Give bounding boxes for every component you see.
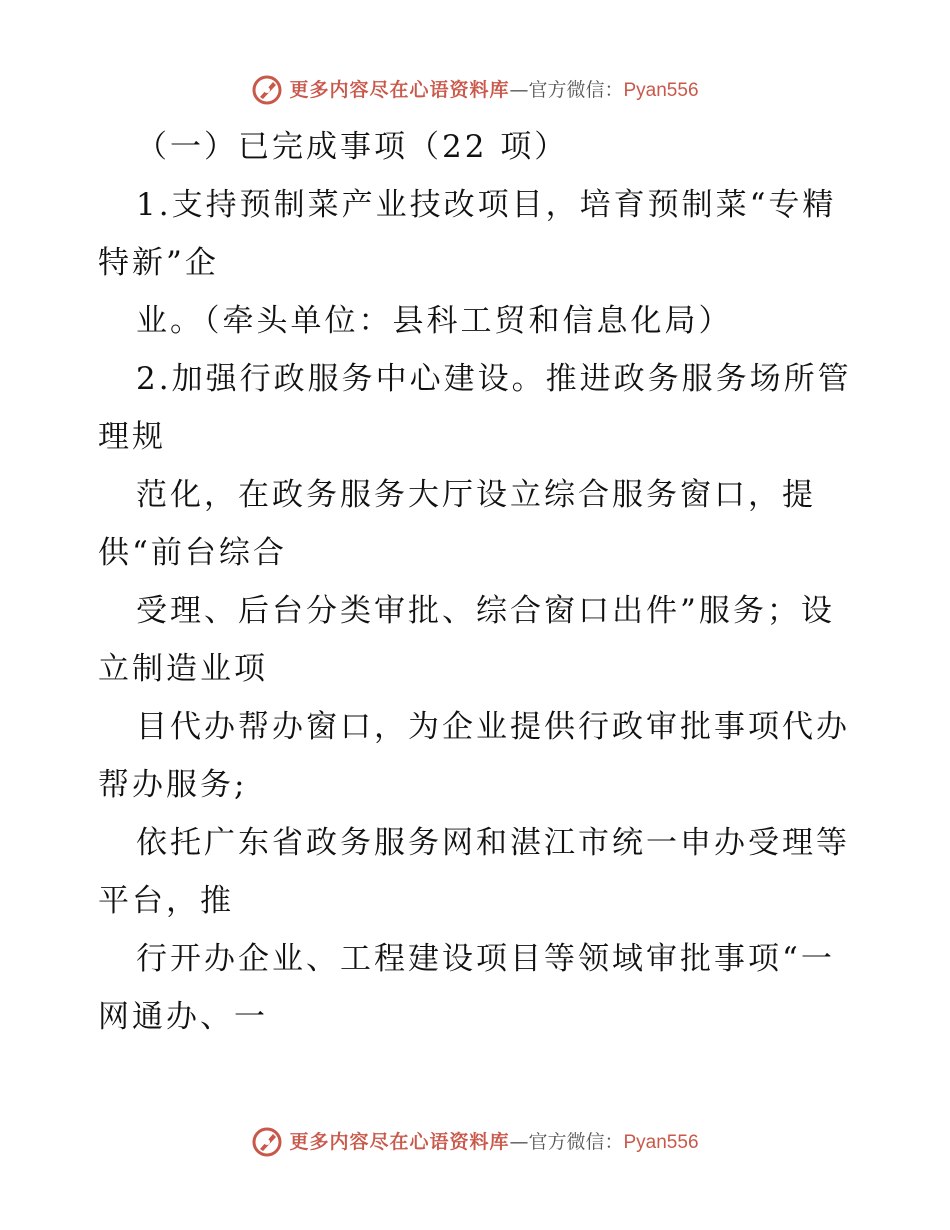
watermark-dark-text: 官方微信： <box>528 1130 624 1153</box>
paragraph-line: 帮办服务; <box>98 767 248 803</box>
paragraph-line: 1.支持预制菜产业技改项目，培育预制菜“专精 <box>136 187 837 223</box>
watermark-footer <box>0 1126 950 1158</box>
watermark-dark-text: 官方微信： <box>528 78 624 101</box>
watermark-red-text: 更多内容尽在心语资料库 <box>289 78 510 101</box>
watermark-dash: — <box>509 1130 529 1153</box>
paragraph-line: 行开办企业、工程建设项目等领域审批事项“一 <box>136 941 835 977</box>
document-body <box>98 118 858 1046</box>
paragraph-line: 2.加强行政服务中心建设。推进政务服务场所管 <box>136 361 852 397</box>
paragraph-line: 供“前台综合 <box>98 535 287 571</box>
paragraph-line: 特新”企 <box>98 245 219 281</box>
section-heading: （一）已完成事项（22 项） <box>136 129 569 165</box>
watermark-account: Pyan556 <box>623 1131 699 1153</box>
paragraph-line: 理规 <box>98 419 166 455</box>
pen-circle-logo-icon <box>251 74 283 106</box>
watermark-red-text: 更多内容尽在心语资料库 <box>289 1130 510 1153</box>
watermark-account: Pyan556 <box>623 79 699 101</box>
paragraph-line: 立制造业项 <box>98 651 268 687</box>
paragraph-line: 平台，推 <box>98 883 234 919</box>
paragraph-line: 目代办帮办窗口，为企业提供行政审批事项代办 <box>136 709 850 745</box>
watermark-header <box>0 74 950 106</box>
watermark-dash: — <box>509 78 529 101</box>
paragraph-line: 范化，在政务服务大厅设立综合服务窗口，提 <box>136 477 816 513</box>
paragraph-line: 依托广东省政务服务网和湛江市统一申办受理等 <box>136 825 850 861</box>
paragraph-line: 受理、后台分类审批、综合窗口出件”服务；设 <box>136 593 835 629</box>
pen-circle-logo-icon <box>251 1126 283 1158</box>
paragraph-line: 业。（牵头单位：县科工贸和信息化局） <box>136 303 733 339</box>
paragraph-line: 网通办、一 <box>98 999 268 1035</box>
